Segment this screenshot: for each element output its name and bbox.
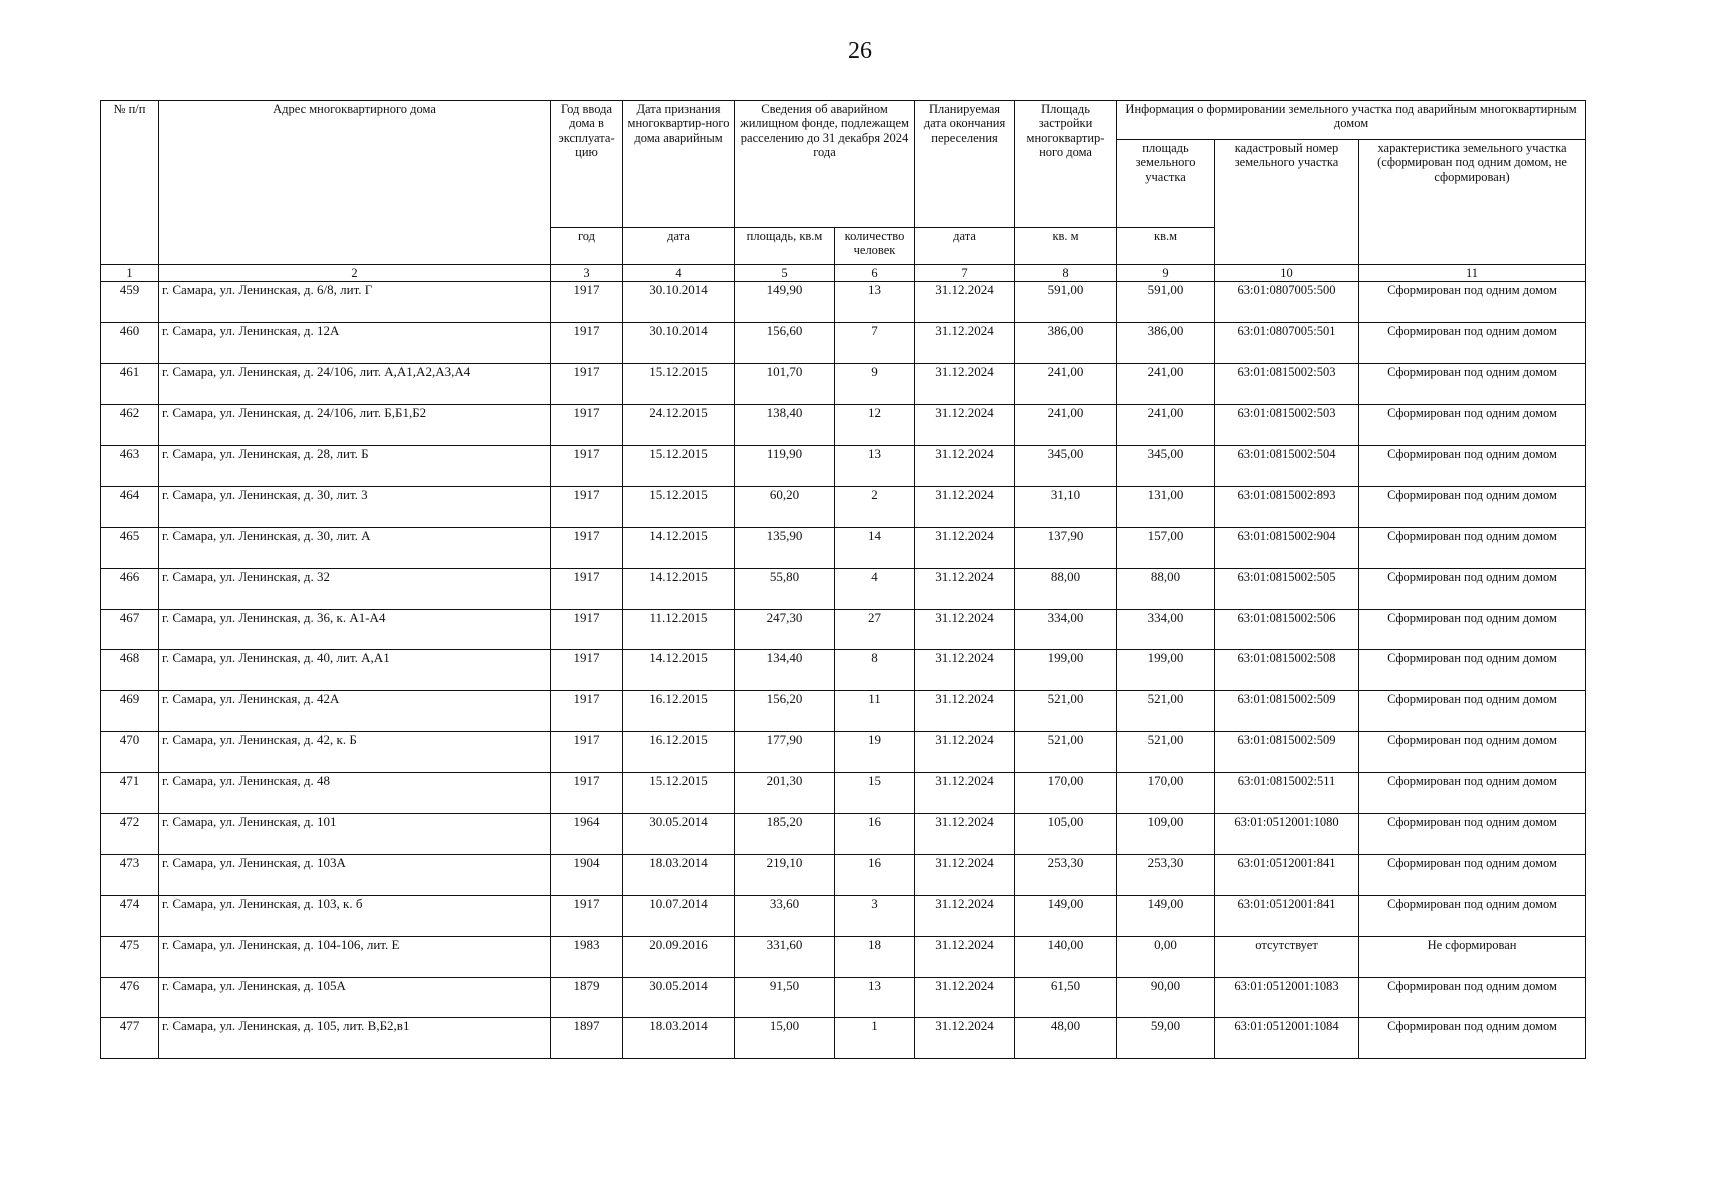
unit-planned-date: дата: [915, 228, 1015, 265]
building-area-cell: 140,00: [1015, 936, 1117, 977]
land-area-cell: 90,00: [1117, 977, 1215, 1018]
land-char-cell: Сформирован под одним домом: [1359, 650, 1586, 691]
unit-recognition-date: дата: [623, 228, 735, 265]
year-cell: 1917: [551, 364, 623, 405]
people-cell: 8: [835, 650, 915, 691]
people-cell: 16: [835, 813, 915, 854]
people-cell: 18: [835, 936, 915, 977]
land-area-cell: 157,00: [1117, 527, 1215, 568]
land-area-cell: 345,00: [1117, 445, 1215, 486]
people-cell: 11: [835, 691, 915, 732]
address-cell: г. Самара, ул. Ленинская, д. 6/8, лит. Г: [159, 282, 551, 323]
land-char-cell: Сформирован под одним домом: [1359, 813, 1586, 854]
year-cell: 1917: [551, 650, 623, 691]
building-area-cell: 137,90: [1015, 527, 1117, 568]
people-cell: 1: [835, 1018, 915, 1059]
land-char-cell: Сформирован под одним домом: [1359, 568, 1586, 609]
land-char-cell: Сформирован под одним домом: [1359, 609, 1586, 650]
cadastral-cell: 63:01:0815002:505: [1215, 568, 1359, 609]
area-cell: 156,60: [735, 323, 835, 364]
cadastral-cell: 63:01:0815002:504: [1215, 445, 1359, 486]
people-cell: 3: [835, 895, 915, 936]
building-area-cell: 386,00: [1015, 323, 1117, 364]
table-row: [101, 323, 1586, 364]
row-number: 460: [101, 323, 159, 364]
planned-date-cell: 31.12.2024: [915, 895, 1015, 936]
planned-date-cell: 31.12.2024: [915, 568, 1015, 609]
area-cell: 156,20: [735, 691, 835, 732]
area-cell: 60,20: [735, 486, 835, 527]
building-area-cell: 253,30: [1015, 854, 1117, 895]
address-cell: г. Самара, ул. Ленинская, д. 103А: [159, 854, 551, 895]
area-cell: 219,10: [735, 854, 835, 895]
area-cell: 119,90: [735, 445, 835, 486]
building-area-cell: 61,50: [1015, 977, 1117, 1018]
row-number: 476: [101, 977, 159, 1018]
year-cell: 1964: [551, 813, 623, 854]
building-area-cell: 199,00: [1015, 650, 1117, 691]
header-num: № п/п: [101, 101, 159, 265]
row-number: 462: [101, 405, 159, 446]
unit-people: количество человек: [835, 228, 915, 265]
recognition-date-cell: 14.12.2015: [623, 568, 735, 609]
year-cell: 1917: [551, 609, 623, 650]
year-cell: 1917: [551, 527, 623, 568]
planned-date-cell: 31.12.2024: [915, 323, 1015, 364]
table-row: [101, 282, 1586, 323]
row-number: 468: [101, 650, 159, 691]
land-area-cell: 241,00: [1117, 405, 1215, 446]
planned-date-cell: 31.12.2024: [915, 486, 1015, 527]
land-area-cell: 386,00: [1117, 323, 1215, 364]
column-numbers-row: [101, 265, 1586, 282]
table-row: [101, 568, 1586, 609]
recognition-date-cell: 10.07.2014: [623, 895, 735, 936]
area-cell: 134,40: [735, 650, 835, 691]
header-land-area: площадь земельного участка: [1117, 140, 1215, 228]
cadastral-cell: 63:01:0512001:1083: [1215, 977, 1359, 1018]
cadastral-cell: 63:01:0512001:1084: [1215, 1018, 1359, 1059]
address-cell: г. Самара, ул. Ленинская, д. 30, лит. 3: [159, 486, 551, 527]
land-area-cell: 591,00: [1117, 282, 1215, 323]
building-area-cell: 241,00: [1015, 364, 1117, 405]
table-row: [101, 650, 1586, 691]
column-number-4: 4: [623, 265, 735, 282]
row-number: 461: [101, 364, 159, 405]
cadastral-cell: 63:01:0815002:511: [1215, 773, 1359, 814]
header-building-area: Площадь застройки многоквартир-ного дома: [1015, 101, 1117, 228]
year-cell: 1917: [551, 568, 623, 609]
year-cell: 1917: [551, 282, 623, 323]
column-number-3: 3: [551, 265, 623, 282]
people-cell: 13: [835, 445, 915, 486]
table-row: [101, 691, 1586, 732]
people-cell: 16: [835, 854, 915, 895]
land-area-cell: 149,00: [1117, 895, 1215, 936]
building-area-cell: 48,00: [1015, 1018, 1117, 1059]
area-cell: 201,30: [735, 773, 835, 814]
row-number: 472: [101, 813, 159, 854]
table-row: [101, 364, 1586, 405]
planned-date-cell: 31.12.2024: [915, 364, 1015, 405]
planned-date-cell: 31.12.2024: [915, 445, 1015, 486]
recognition-date-cell: 11.12.2015: [623, 609, 735, 650]
column-number-10: 10: [1215, 265, 1359, 282]
planned-date-cell: 31.12.2024: [915, 854, 1015, 895]
area-cell: 149,90: [735, 282, 835, 323]
land-area-cell: 241,00: [1117, 364, 1215, 405]
land-char-cell: Сформирован под одним домом: [1359, 486, 1586, 527]
column-number-11: 11: [1359, 265, 1586, 282]
land-area-cell: 521,00: [1117, 732, 1215, 773]
address-cell: г. Самара, ул. Ленинская, д. 105А: [159, 977, 551, 1018]
land-char-cell: Сформирован под одним домом: [1359, 732, 1586, 773]
address-cell: г. Самара, ул. Ленинская, д. 30, лит. А: [159, 527, 551, 568]
planned-date-cell: 31.12.2024: [915, 650, 1015, 691]
cadastral-cell: 63:01:0815002:503: [1215, 405, 1359, 446]
building-area-cell: 31,10: [1015, 486, 1117, 527]
land-char-cell: Сформирован под одним домом: [1359, 854, 1586, 895]
emergency-housing-table: [100, 100, 1586, 1059]
land-char-cell: Сформирован под одним домом: [1359, 895, 1586, 936]
people-cell: 13: [835, 977, 915, 1018]
year-cell: 1917: [551, 486, 623, 527]
recognition-date-cell: 14.12.2015: [623, 527, 735, 568]
cadastral-cell: 63:01:0815002:509: [1215, 732, 1359, 773]
address-cell: г. Самара, ул. Ленинская, д. 40, лит. А,А1: [159, 650, 551, 691]
building-area-cell: 88,00: [1015, 568, 1117, 609]
table-body: [101, 282, 1586, 1059]
people-cell: 7: [835, 323, 915, 364]
header-land-char: характеристика земельного участка (сформирован под одним домом, не сформирован): [1359, 140, 1586, 265]
land-area-cell: 0,00: [1117, 936, 1215, 977]
year-cell: 1879: [551, 977, 623, 1018]
column-number-7: 7: [915, 265, 1015, 282]
land-area-cell: 59,00: [1117, 1018, 1215, 1059]
row-number: 469: [101, 691, 159, 732]
land-area-cell: 253,30: [1117, 854, 1215, 895]
planned-date-cell: 31.12.2024: [915, 732, 1015, 773]
recognition-date-cell: 15.12.2015: [623, 486, 735, 527]
address-cell: г. Самара, ул. Ленинская, д. 103, к. б: [159, 895, 551, 936]
building-area-cell: 241,00: [1015, 405, 1117, 446]
people-cell: 14: [835, 527, 915, 568]
land-char-cell: Сформирован под одним домом: [1359, 527, 1586, 568]
land-char-cell: Сформирован под одним домом: [1359, 691, 1586, 732]
cadastral-cell: 63:01:0815002:506: [1215, 609, 1359, 650]
people-cell: 13: [835, 282, 915, 323]
cadastral-cell: 63:01:0512001:841: [1215, 854, 1359, 895]
row-number: 466: [101, 568, 159, 609]
table-row: [101, 854, 1586, 895]
area-cell: 247,30: [735, 609, 835, 650]
column-number-8: 8: [1015, 265, 1117, 282]
unit-building-area: кв. м: [1015, 228, 1117, 265]
recognition-date-cell: 18.03.2014: [623, 854, 735, 895]
cadastral-cell: 63:01:0815002:509: [1215, 691, 1359, 732]
recognition-date-cell: 15.12.2015: [623, 773, 735, 814]
address-cell: г. Самара, ул. Ленинская, д. 24/106, лит. А,А1,А2,А3,А4: [159, 364, 551, 405]
table-row: [101, 486, 1586, 527]
people-cell: 19: [835, 732, 915, 773]
planned-date-cell: 31.12.2024: [915, 936, 1015, 977]
land-char-cell: Сформирован под одним домом: [1359, 1018, 1586, 1059]
land-char-cell: Сформирован под одним домом: [1359, 773, 1586, 814]
cadastral-cell: 63:01:0815002:503: [1215, 364, 1359, 405]
planned-date-cell: 31.12.2024: [915, 773, 1015, 814]
land-char-cell: Сформирован под одним домом: [1359, 445, 1586, 486]
planned-date-cell: 31.12.2024: [915, 527, 1015, 568]
row-number: 464: [101, 486, 159, 527]
column-number-5: 5: [735, 265, 835, 282]
year-cell: 1917: [551, 323, 623, 364]
recognition-date-cell: 20.09.2016: [623, 936, 735, 977]
area-cell: 331,60: [735, 936, 835, 977]
header-address: Адрес многоквартирного дома: [159, 101, 551, 265]
page-number: 26: [848, 38, 872, 64]
area-cell: 15,00: [735, 1018, 835, 1059]
address-cell: г. Самара, ул. Ленинская, д. 105, лит. В,Б2,в1: [159, 1018, 551, 1059]
year-cell: 1917: [551, 732, 623, 773]
table-row: [101, 732, 1586, 773]
cadastral-cell: 63:01:0815002:508: [1215, 650, 1359, 691]
row-number: 463: [101, 445, 159, 486]
planned-date-cell: 31.12.2024: [915, 405, 1015, 446]
people-cell: 15: [835, 773, 915, 814]
table-row: [101, 527, 1586, 568]
building-area-cell: 591,00: [1015, 282, 1117, 323]
year-cell: 1904: [551, 854, 623, 895]
area-cell: 185,20: [735, 813, 835, 854]
area-cell: 101,70: [735, 364, 835, 405]
cadastral-cell: 63:01:0807005:501: [1215, 323, 1359, 364]
row-number: 470: [101, 732, 159, 773]
area-cell: 138,40: [735, 405, 835, 446]
planned-date-cell: 31.12.2024: [915, 977, 1015, 1018]
row-number: 477: [101, 1018, 159, 1059]
year-cell: 1897: [551, 1018, 623, 1059]
address-cell: г. Самара, ул. Ленинская, д. 48: [159, 773, 551, 814]
table-row: [101, 936, 1586, 977]
planned-date-cell: 31.12.2024: [915, 1018, 1015, 1059]
year-cell: 1917: [551, 773, 623, 814]
unit-area: площадь, кв.м: [735, 228, 835, 265]
header-year: Год ввода дома в эксплуата-цию: [551, 101, 623, 228]
address-cell: г. Самара, ул. Ленинская, д. 101: [159, 813, 551, 854]
header-fund-info: Сведения об аварийном жилищном фонде, подлежащем расселению до 31 декабря 2024 года: [735, 101, 915, 228]
cadastral-cell: 63:01:0807005:500: [1215, 282, 1359, 323]
building-area-cell: 521,00: [1015, 691, 1117, 732]
year-cell: 1917: [551, 405, 623, 446]
recognition-date-cell: 30.10.2014: [623, 323, 735, 364]
row-number: 474: [101, 895, 159, 936]
land-char-cell: Сформирован под одним домом: [1359, 282, 1586, 323]
row-number: 467: [101, 609, 159, 650]
table-row: [101, 813, 1586, 854]
row-number: 473: [101, 854, 159, 895]
planned-date-cell: 31.12.2024: [915, 609, 1015, 650]
address-cell: г. Самара, ул. Ленинская, д. 42А: [159, 691, 551, 732]
recognition-date-cell: 30.10.2014: [623, 282, 735, 323]
table-row: [101, 1018, 1586, 1059]
year-cell: 1917: [551, 445, 623, 486]
year-cell: 1917: [551, 691, 623, 732]
land-char-cell: Сформирован под одним домом: [1359, 364, 1586, 405]
area-cell: 177,90: [735, 732, 835, 773]
area-cell: 91,50: [735, 977, 835, 1018]
header-cadastral: кадастровый номер земельного участка: [1215, 140, 1359, 265]
year-cell: 1917: [551, 895, 623, 936]
table-row: [101, 895, 1586, 936]
building-area-cell: 170,00: [1015, 773, 1117, 814]
address-cell: г. Самара, ул. Ленинская, д. 36, к. А1-А4: [159, 609, 551, 650]
cadastral-cell: 63:01:0512001:841: [1215, 895, 1359, 936]
land-char-cell: Сформирован под одним домом: [1359, 405, 1586, 446]
row-number: 459: [101, 282, 159, 323]
cadastral-cell: 63:01:0815002:904: [1215, 527, 1359, 568]
land-area-cell: 521,00: [1117, 691, 1215, 732]
people-cell: 2: [835, 486, 915, 527]
recognition-date-cell: 15.12.2015: [623, 445, 735, 486]
address-cell: г. Самара, ул. Ленинская, д. 104-106, лит. Е: [159, 936, 551, 977]
building-area-cell: 105,00: [1015, 813, 1117, 854]
land-area-cell: 88,00: [1117, 568, 1215, 609]
column-number-2: 2: [159, 265, 551, 282]
table-row: [101, 977, 1586, 1018]
table-row: [101, 773, 1586, 814]
year-cell: 1983: [551, 936, 623, 977]
land-char-cell: Не сформирован: [1359, 936, 1586, 977]
column-number-1: 1: [101, 265, 159, 282]
building-area-cell: 345,00: [1015, 445, 1117, 486]
header-land-info: Информация о формировании земельного участка под аварийным многоквартирным домом: [1117, 101, 1586, 140]
planned-date-cell: 31.12.2024: [915, 691, 1015, 732]
address-cell: г. Самара, ул. Ленинская, д. 24/106, лит. Б,Б1,Б2: [159, 405, 551, 446]
row-number: 465: [101, 527, 159, 568]
column-number-9: 9: [1117, 265, 1215, 282]
address-cell: г. Самара, ул. Ленинская, д. 28, лит. Б: [159, 445, 551, 486]
recognition-date-cell: 15.12.2015: [623, 364, 735, 405]
row-number: 471: [101, 773, 159, 814]
land-area-cell: 131,00: [1117, 486, 1215, 527]
land-area-cell: 109,00: [1117, 813, 1215, 854]
address-cell: г. Самара, ул. Ленинская, д. 42, к. Б: [159, 732, 551, 773]
planned-date-cell: 31.12.2024: [915, 282, 1015, 323]
recognition-date-cell: 30.05.2014: [623, 977, 735, 1018]
people-cell: 9: [835, 364, 915, 405]
people-cell: 27: [835, 609, 915, 650]
people-cell: 12: [835, 405, 915, 446]
cadastral-cell: 63:01:0815002:893: [1215, 486, 1359, 527]
table-row: [101, 405, 1586, 446]
row-number: 475: [101, 936, 159, 977]
land-area-cell: 170,00: [1117, 773, 1215, 814]
recognition-date-cell: 16.12.2015: [623, 732, 735, 773]
land-char-cell: Сформирован под одним домом: [1359, 323, 1586, 364]
recognition-date-cell: 30.05.2014: [623, 813, 735, 854]
table-row: [101, 445, 1586, 486]
table-row: [101, 609, 1586, 650]
recognition-date-cell: 24.12.2015: [623, 405, 735, 446]
column-number-6: 6: [835, 265, 915, 282]
cadastral-cell: отсутствует: [1215, 936, 1359, 977]
unit-year: год: [551, 228, 623, 265]
area-cell: 33,60: [735, 895, 835, 936]
planned-date-cell: 31.12.2024: [915, 813, 1015, 854]
recognition-date-cell: 16.12.2015: [623, 691, 735, 732]
building-area-cell: 521,00: [1015, 732, 1117, 773]
unit-land-area: кв.м: [1117, 228, 1215, 265]
land-area-cell: 199,00: [1117, 650, 1215, 691]
header-recognition-date: Дата признания многоквартир-ного дома аварийным: [623, 101, 735, 228]
header-planned-date: Планируемая дата окончания переселения: [915, 101, 1015, 228]
area-cell: 135,90: [735, 527, 835, 568]
land-char-cell: Сформирован под одним домом: [1359, 977, 1586, 1018]
building-area-cell: 334,00: [1015, 609, 1117, 650]
cadastral-cell: 63:01:0512001:1080: [1215, 813, 1359, 854]
building-area-cell: 149,00: [1015, 895, 1117, 936]
area-cell: 55,80: [735, 568, 835, 609]
recognition-date-cell: 14.12.2015: [623, 650, 735, 691]
address-cell: г. Самара, ул. Ленинская, д. 12А: [159, 323, 551, 364]
land-area-cell: 334,00: [1117, 609, 1215, 650]
address-cell: г. Самара, ул. Ленинская, д. 32: [159, 568, 551, 609]
people-cell: 4: [835, 568, 915, 609]
recognition-date-cell: 18.03.2014: [623, 1018, 735, 1059]
